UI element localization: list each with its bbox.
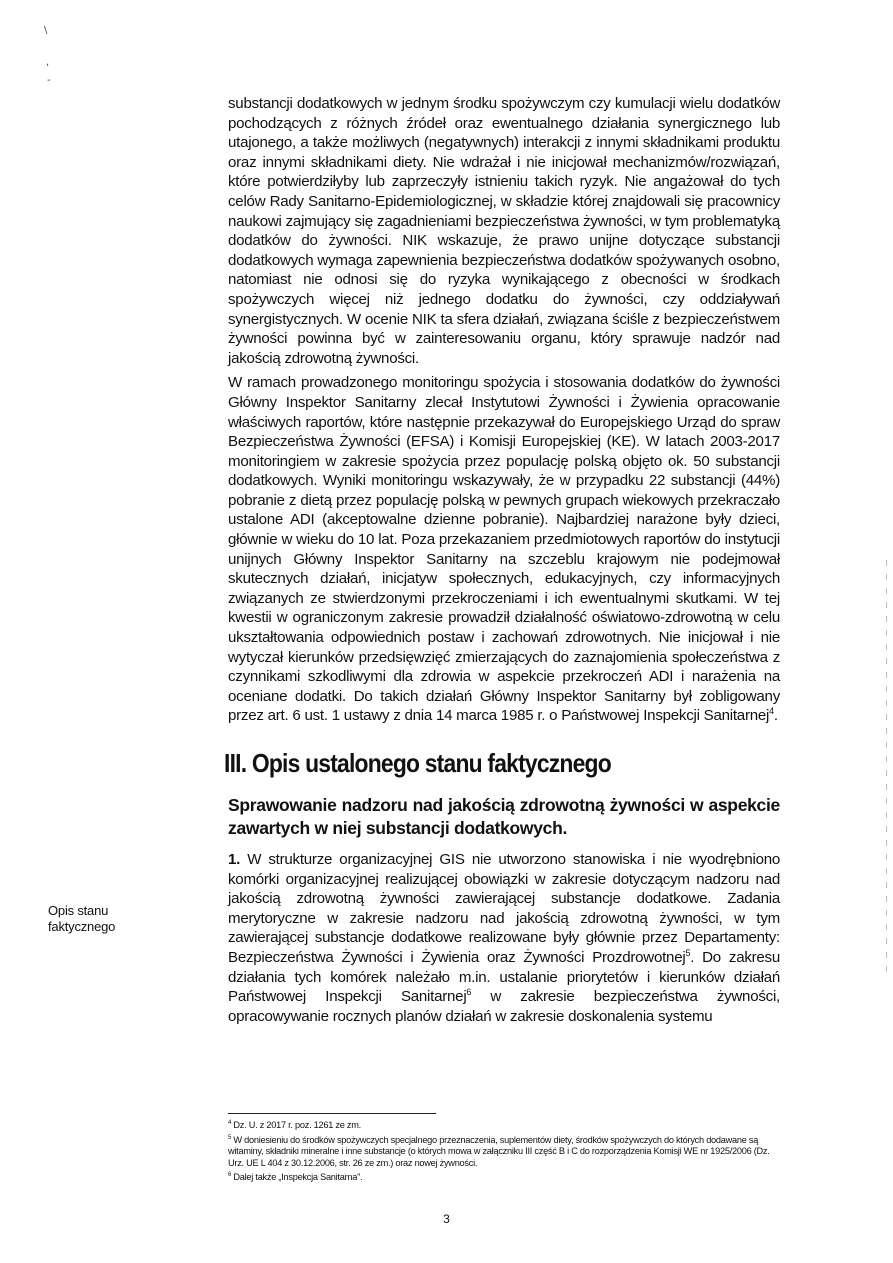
main-text-column [224,94,780,1026]
footnotes [228,1120,778,1187]
scan-edge-line [886,560,887,980]
footnote-mark: 4 [228,1119,232,1126]
footnote-reference: 5 [685,947,691,958]
paragraph-text: . Do zakresu działania tych komórek należało m.in. ustalanie priorytetów i kierunków działań Państwowej Inspekcji Sanitarnej [228,948,780,1006]
footnote-item [228,1135,778,1170]
chapter-heading: III. Opis ustalonego stanu faktycznego [224,748,611,778]
scan-artifact-mark: \ [44,25,48,36]
paragraph-text: . [773,707,778,725]
footnote-mark: 5 [228,1134,232,1141]
paragraph-text: w zakresie bezpieczeństwa żywności, opracowywanie rocznych planów działań w zakresie doskonalenia systemu [228,988,780,1025]
footnote-mark: 6 [228,1172,232,1179]
scan-artifact-mark: - [47,75,51,86]
footnote-text: Dalej także „Inspekcja Sanitarna". [231,1172,363,1183]
numbered-paragraph-1 [228,850,780,1026]
footnote-separator [228,1113,436,1114]
scan-artifact-mark: , [46,57,50,68]
footnote-text: Dz. U. z 2017 r. poz. 1261 ze zm. [231,1120,361,1130]
body-paragraph-2 [228,373,780,726]
footnote-text: W doniesieniu do środków spożywczych specjalnego przeznaczenia, suplementów diety, środków spożywczych do których dodawane są witaminy, składniki mineralne i inne substancje (o których mowa w załączniku III część B i C do rozporządzenia Komisji WE nr 1925/2006 (Dz. Urz. UE L 404 z 30.12.2006, str. 26 ze zm.) oraz nowej żywności. [228,1134,770,1168]
page-number: 3 [443,1212,450,1226]
paragraph-text: W ramach prowadzonego monitoringu spożycia i stosowania dodatków do żywności Główny Inspektor Sanitarny zlecał Instytutowi Żywności i Żywienia opracowanie właściwych raportów, które następnie przekazywał do Europejskiego Urząd do spraw Bezpieczeństwa Żywności (EFSA) i Komisji Europejskiej (KE). W latach 2003-2017 monitoringiem w zakresie spożycia przez populację polską objęto ok. 50 substancji dodatkowych. Wyniki monitoringu wskazywały, że w przypadku 22 substancji (44%) pobranie z dietą przez populację polską w pewnych grupach wiekowych przekraczało ustalone ADI (akceptowalne dzienne pobranie). Najbardziej narażone były dzieci, głównie w wieku do 10 lat. Poza przekazaniem przedmiotowych raportów do instytucji unijnych Główny Inspektor Sanitarny na szczeblu krajowym nie podejmował skutecznych działań, inicjatyw społecznych, edukacyjnych, czy informacyjnych związanych ze stwierdzonymi przekroczeniami i ich ewentualnymi skutkami. W tej kwestii w ograniczonym zakresie prowadził działalność oświatowo-zdrowotną w celu ukształtowania odpowiednich postaw i zachowań zdrowotnych. Nie inicjował i nie wytyczał kierunków przedsięwzięć zmierzających do zaznajomienia społeczeństwa z czynnikami szkodliwymi dla zdrowia w aspekcie przekroczeń ADI i narażenia na oceniane dodatki. Do takich działań Główny Inspektor Sanitarny był zobligowany przez art. 6 ust. 1 ustawy z dnia 14 marca 1985 r. o Państwowej Inspekcji Sanitarnej [228,374,780,725]
footnote-reference: 6 [466,987,472,998]
section-heading: Sprawowanie nadzoru nad jakością zdrowotną żywności w aspekcie zawartych w niej substancji dodatkowych. [228,795,780,838]
paragraph-text: W strukturze organizacyjnej GIS nie utworzono stanowiska i nie wyodrębniono komórki organizacyjnej realizującej obowiązki w zakresie dotyczącym nadzoru nad jakością zdrowotną żywności zawierającej substancje dodatkowe. Zadania merytoryczne w zakresie nadzoru nad jakością zdrowotną żywności, w tym zawierającej substancje dodatkowe realizowane były głównie przez Departamenty: Bezpieczeństwa Żywności i Żywienia oraz Żywności Prozdrowotnej [228,851,780,966]
footnote-item [228,1120,778,1132]
footnote-item [228,1172,778,1184]
margin-note: Opis stanu faktycznego [48,903,116,934]
footnote-reference: 4 [769,706,774,717]
paragraph-number: 1. [228,851,241,868]
body-paragraph-1: substancji dodatkowych w jednym środku spożywczym czy kumulacji wielu dodatków pochodzących z różnych źródeł oraz ewentualnego działania synergicznego lub utajonego, a także możliwych (negatywnych) interakcji z innymi składnikami produktu oraz innymi składnikami diety. Nie wdrażał i nie inicjował mechanizmów/rozwiązań, które potwierdziłyby lub zaprzeczyły istnieniu takich ryzyk. Nie angażował do tych celów Rady Sanitarno-Epidemiologicznej, w składzie której znajdowali się pracownicy naukowi zajmujący się zagadnieniami bezpieczeństwa żywności, w tym problematyką dodatków do żywności. NIK wskazuje, że prawo unijne dotyczące substancji dodatkowych wymaga zapewnienia bezpieczeństwa dodatków spożywanych osobno, natomiast nie odnosi się do ryzyka wynikającego z obecności w środkach spożywczych więcej niż jednego dodatku do żywności, czy oddziaływań synergistycznych. W ocenie NIK ta sfera działań, związana ściśle z bezpieczeństwem żywności powinna być w zainteresowaniu organu, który sprawuje nadzór nad jakością zdrowotną żywności. [228,95,780,367]
